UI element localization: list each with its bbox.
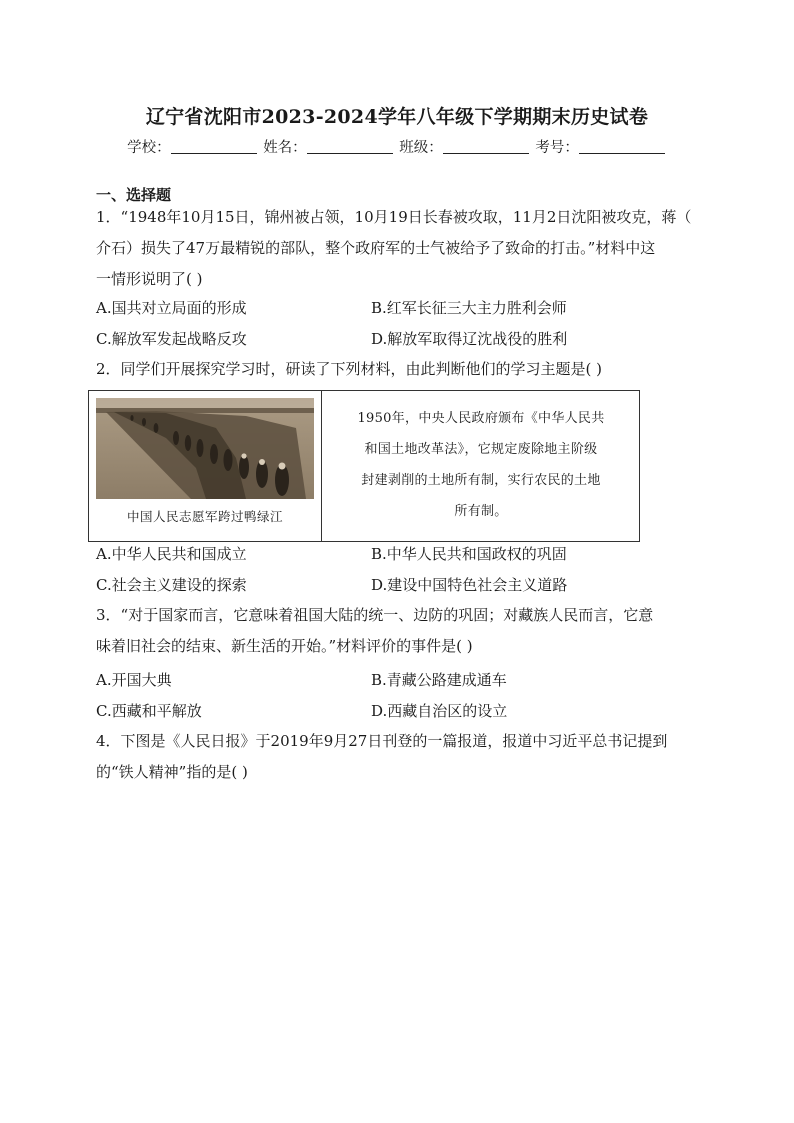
name-blank: [307, 152, 393, 154]
material-text: [335, 403, 627, 527]
question-2-option-a: A.中华人民共和国成立: [96, 545, 247, 563]
question-1-option-d: D.解放军取得辽沈战役的胜利: [371, 330, 568, 348]
question-3-option-d: D.西藏自治区的设立: [371, 702, 508, 720]
question-3-option-b: B.青藏公路建成通车: [371, 671, 507, 689]
photo-caption: 中国人民志愿军跨过鸭绿江: [126, 509, 283, 524]
material-text-line-4: 所有制。: [454, 504, 508, 519]
exam-number-blank: [579, 152, 665, 154]
question-1-option-c: C.解放军发起战略反攻: [96, 330, 247, 348]
section-heading: 一、选择题: [96, 186, 172, 204]
exam-title: 辽宁省沈阳市2023-2024学年八年级下学期期末历史试卷: [145, 106, 649, 128]
question-3-line-2: 味着旧社会的结束、新生活的开始。”材料评价的事件是( ): [96, 637, 473, 655]
name-label: 姓名：: [263, 140, 307, 156]
class-blank: [443, 152, 529, 154]
material-photo-cell: [89, 391, 322, 541]
student-info-row: [0, 136, 794, 157]
question-3-option-a: A.开国大典: [96, 671, 172, 689]
class-label: 班级：: [399, 140, 443, 156]
material-box: [88, 390, 640, 542]
question-2-option-b: B.中华人民共和国政权的巩固: [371, 545, 567, 563]
question-3-line-1: 3．“对于国家而言，它意味着祖国大陆的统一、边防的巩固；对藏族人民而言，它意: [96, 606, 654, 624]
question-1-option-b: B.红军长征三大主力胜利会师: [371, 299, 567, 317]
exam-number-label: 考号：: [535, 140, 579, 156]
question-3-option-c: C.西藏和平解放: [96, 702, 202, 720]
question-1-line-2: 介石）损失了47万最精锐的部队，整个政府军的士气被给予了致命的打击。”材料中这: [96, 239, 656, 257]
material-text-line-2: 和国土地改革法》，它规定废除地主阶级: [364, 442, 598, 457]
question-1-option-a: A.国共对立局面的形成: [96, 299, 247, 317]
volunteer-army-photo: [96, 398, 314, 499]
question-1-line-1: 1．“1948年10月15日，锦州被占领，10月19日长春被攻取，11月2日沈阳被攻克，蒋（: [96, 208, 692, 226]
school-label: 学校：: [127, 140, 171, 156]
material-text-line-1: 1950年，中央人民政府颁布《中华人民共: [357, 411, 605, 426]
question-4-line-1: 4．下图是《人民日报》于2019年9月27日刊登的一篇报道，报道中习近平总书记提到: [96, 732, 668, 750]
question-4-line-2: 的“铁人精神”指的是( ): [96, 763, 248, 781]
question-2-option-d: D.建设中国特色社会主义道路: [371, 576, 568, 594]
material-text-line-3: 封建剥削的土地所有制，实行农民的土地: [361, 473, 601, 488]
question-2-option-c: C.社会主义建设的探索: [96, 576, 247, 594]
school-blank: [171, 152, 257, 154]
question-2-line-1: 2．同学们开展探究学习时，研读了下列材料，由此判断他们的学习主题是( ): [96, 360, 603, 378]
question-1-line-3: 一情形说明了( ): [96, 270, 203, 288]
